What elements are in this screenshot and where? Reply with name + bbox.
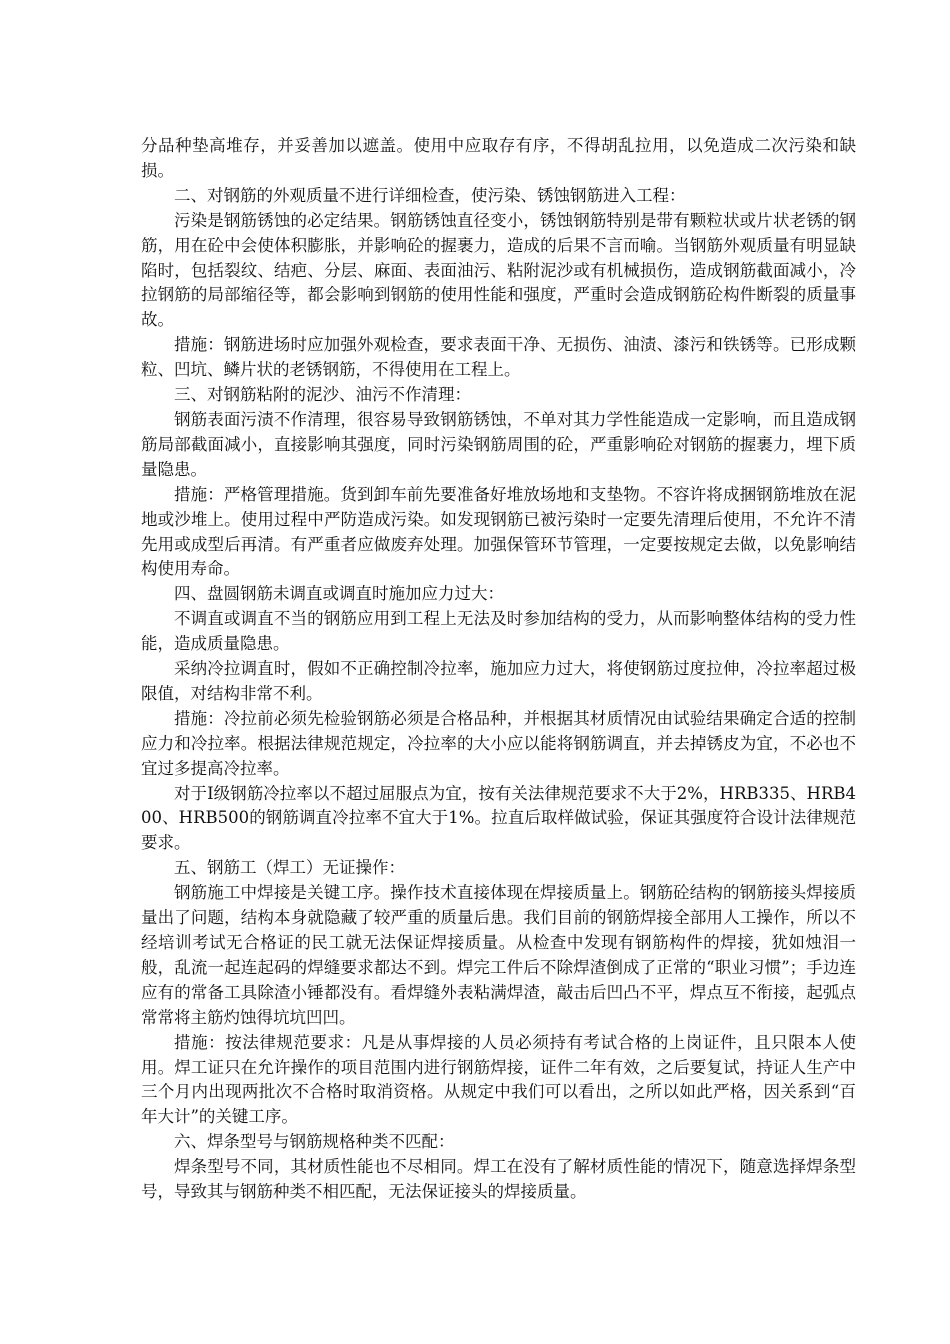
body-paragraph: 采纳冷拉调直时，假如不正确控制冷拉率，施加应力过大，将使钢筋过度拉伸，冷拉率超过极限值，对结构非常不利。 — [141, 659, 856, 703]
measure-paragraph: 措施：冷拉前必须先检验钢筋必须是合格品种，并根据其材质情况由试验结果确定合适的控制应力和冷拉率。根据法律规范规定，冷拉率的大小应以能将钢筋调直，并去掉锈皮为宜，不必也不宜过多提高冷拉率。 — [141, 708, 856, 778]
body-paragraph: 焊条型号不同，其材质性能也不尽相同。焊工在没有了解材质性能的情况下，随意选择焊条型号，导致其与钢筋种类不相匹配，无法保证接头的焊接质量。 — [141, 1157, 856, 1202]
measure-paragraph: 措施：钢筋进场时应加强外观检查，要求表面干净、无损伤、油渍、漆污和铁锈等。已形成颗粒、凹坑、鳞片状的老锈钢筋，不得使用在工程上。 — [141, 335, 856, 380]
section-heading: 三、对钢筋粘附的泥沙、油污不作清理： — [174, 385, 471, 405]
body-paragraph: 对于Ⅰ级钢筋冷拉率以不超过屈服点为宜，按有关法律规范要求不大于2%，HRB335、HRB400、HRB500的钢筋调直冷拉率不宜大于1%。拉直后取样做试验，保证其强度符合设计法律规范要求。 — [141, 783, 856, 853]
measure-paragraph: 措施：严格管理措施。货到卸车前先要准备好堆放场地和支垫物。不容许将成捆钢筋堆放在泥地或沙堆上。使用过程中严防造成污染。如发现钢筋已被污染时一定要先清理后使用，不允许不清先用或成型后再清。有严重者应做废弃处理。加强保管环节管理，一定要按规定去做，以免影响结构使用寿命。 — [141, 484, 856, 579]
body-paragraph: 钢筋表面污渍不作清理，很容易导致钢筋锈蚀，不单对其力学性能造成一定影响，而且造成钢筋局部截面减小，直接影响其强度，同时污染钢筋周围的砼，严重影响砼对钢筋的握裹力，埋下质量隐患。 — [141, 409, 856, 479]
body-paragraph: 不调直或调直不当的钢筋应用到工程上无法及时参加结构的受力，从而影响整体结构的受力性能，造成质量隐患。 — [141, 609, 856, 654]
document-body — [141, 134, 856, 1205]
section-heading: 五、钢筋工（焊工）无证操作： — [174, 858, 405, 878]
body-paragraph: 钢筋施工中焊接是关键工序。操作技术直接体现在焊接质量上。钢筋砼结构的钢筋接头焊接质量出了问题，结构本身就隐藏了较严重的质量后患。我们目前的钢筋焊接全部用人工操作，所以不经培训考试无合格证的民工就无法保证焊接质量。从检查中发现有钢筋构件的焊接，犹如烛泪一般，乱流一起连起码的焊缝要求都达不到。焊完工件后不除焊渣倒成了正常的“职业习惯”；手边连应有的常备工具除渣小锤都没有。看焊缝外表粘满焊渣，敲击后凹凸不平，焊点互不衔接，起弧点常常将主筋灼蚀得坑坑凹凹。 — [141, 883, 856, 1027]
section-heading: 四、盘圆钢筋未调直或调直时施加应力过大： — [174, 584, 504, 604]
body-paragraph: 分品种垫高堆存，并妥善加以遮盖。使用中应取存有序，不得胡乱拉用，以免造成二次污染和缺损。 — [141, 136, 856, 180]
section-heading: 二、对钢筋的外观质量不进行详细检查，使污染、锈蚀钢筋进入工程： — [174, 185, 686, 205]
measure-paragraph: 措施：按法律规范要求：凡是从事焊接的人员必须持有考试合格的上岗证件，且只限本人使用。焊工证只在允许操作的项目范围内进行钢筋焊接，证件二年有效，之后要复试，持证人生产中三个月内出现两批次不合格时取消资格。从规定中我们可以看出，之所以如此严格，因关系到“百年大计”的关键工序。 — [141, 1032, 856, 1127]
section-heading: 六、焊条型号与钢筋规格种类不匹配： — [174, 1132, 455, 1152]
body-paragraph: 污染是钢筋锈蚀的必定结果。钢筋锈蚀直径变小，锈蚀钢筋特别是带有颗粒状或片状老锈的钢筋，用在砼中会使体积膨胀，并影响砼的握裹力，造成的后果不言而喻。当钢筋外观质量有明显缺陷时，包括裂纹、结疤、分层、麻面、表面油污、粘附泥沙或有机械损伤，造成钢筋截面减小，冷拉钢筋的局部缩径等，都会影响到钢筋的使用性能和强度，严重时会造成钢筋砼构件断裂的质量事故。 — [141, 210, 856, 330]
